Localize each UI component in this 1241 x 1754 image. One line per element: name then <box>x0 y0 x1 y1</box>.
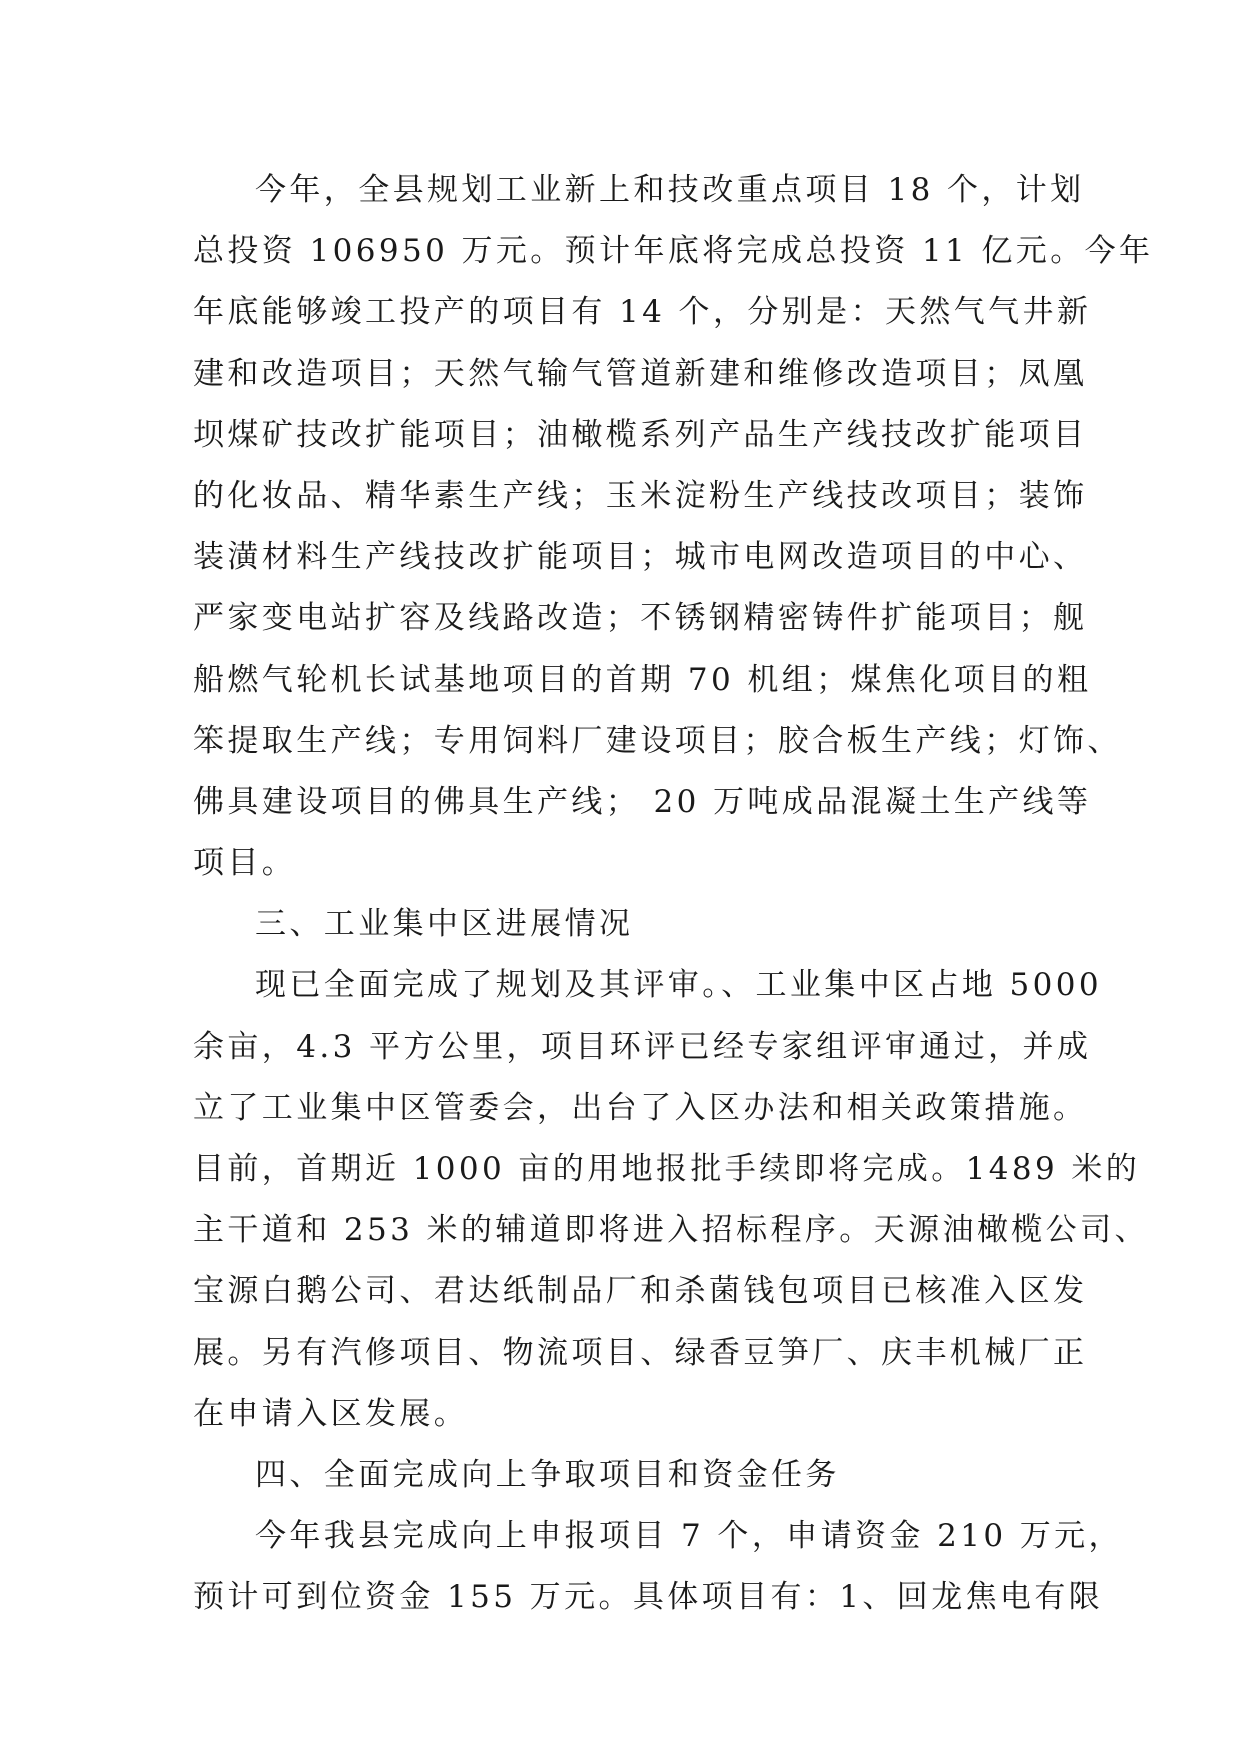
text-line: 目前，首期近 1000 亩的用地报批手续即将完成。1489 米的 <box>193 1151 1141 1187</box>
text-line: 今年我县完成向上申报项目 7 个，申请资金 210 万元， <box>255 1518 1123 1555</box>
text-line: 船燃气轮机长试基地项目的首期 70 机组；煤焦化项目的粗 <box>193 661 1092 698</box>
text-line: 项目。 <box>193 845 297 882</box>
text-line: 严家变电站扩容及线路改造；不锈钢精密铸件扩能项目；舰 <box>193 600 1088 637</box>
text-line: 笨提取生产线；专用饲料厂建设项目；胶合板生产线；灯饰、 <box>193 722 1122 759</box>
text-line: 年底能够竣工投产的项目有 14 个，分别是：天然气气井新 <box>193 294 1092 331</box>
text-line: 宝源白鹅公司、君达纸制品厂和杀菌钱包项目已核准入区发 <box>193 1273 1088 1310</box>
text-line: 立了工业集中区管委会，出台了入区办法和相关政策措施。 <box>193 1089 1088 1126</box>
section-heading: 三、工业集中区进展情况 <box>255 906 634 943</box>
text-line: 预计可到位资金 155 万元。具体项目有：1、回龙焦电有限 <box>193 1579 1104 1616</box>
text-line: 装潢材料生产线技改扩能项目；城市电网改造项目的中心、 <box>193 539 1088 576</box>
section-heading: 四、全面完成向上争取项目和资金任务 <box>255 1456 840 1493</box>
text-line: 今年，全县规划工业新上和技改重点项目 18 个，计划 <box>255 172 1085 208</box>
text-line: 佛具建设项目的佛具生产线； 20 万吨成品混凝土生产线等 <box>193 783 1092 820</box>
text-line: 在申请入区发展。 <box>193 1395 469 1432</box>
document-body <box>193 160 1154 1629</box>
text-line: 坝煤矿技改扩能项目；油橄榄系列产品生产线技改扩能项目 <box>193 416 1088 453</box>
text-line: 展。另有汽修项目、物流项目、绿香豆笋厂、庆丰机械厂正 <box>193 1334 1088 1371</box>
text-line: 的化妆品、精华素生产线；玉米淀粉生产线技改项目；装饰 <box>193 477 1088 514</box>
text-line: 主干道和 253 米的辅道即将进入招标程序。天源油橄榄公司、 <box>193 1212 1149 1249</box>
text-line: 建和改造项目；天然气输气管道新建和维修改造项目；凤凰 <box>193 355 1088 392</box>
text-line: 余亩，4.3 平方公里，项目环评已经专家组评审通过，并成 <box>193 1028 1092 1065</box>
text-line: 总投资 106950 万元。预计年底将完成总投资 11 亿元。今年 <box>193 233 1154 270</box>
text-line: 现已全面完成了规划及其评审。、工业集中区占地 5000 <box>255 967 1103 1004</box>
